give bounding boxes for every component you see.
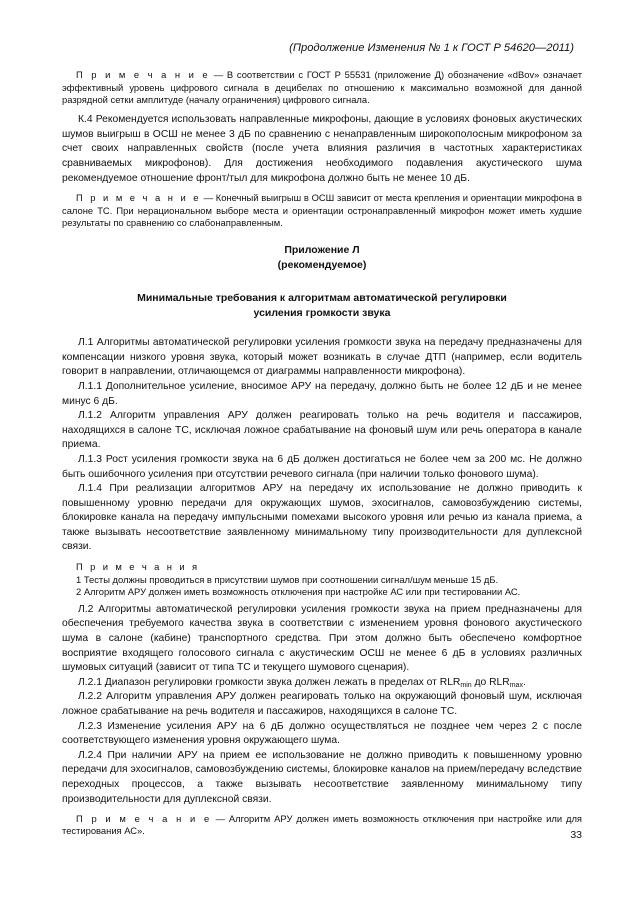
- notes-list: [62, 561, 582, 599]
- note-label: П р и м е ч а н и е: [76, 69, 211, 81]
- paragraph-l2: Л.2 Алгоритмы автоматической регулировки усиления громкости звука на прием предназначены для обеспечения требуемого качества звука в соответствии с изменением уровня фонового акустического шума в салоне (кабине) транспортного средства. При этом должно быть обеспечено комфортное восприятие входящего голосового сигнала с акустическим ОСШ не менее 6 дБ в условиях различных шумовых ситуаций (зависит от типа ТС и текущего шумового сценария).: [62, 603, 582, 674]
- l21-end: .: [522, 676, 526, 688]
- note-agc-disable: [62, 813, 582, 838]
- note-label: П р и м е ч а н и е: [76, 813, 212, 825]
- paragraph-l1-1: Л.1.1 Дополнительное усиление, вносимое АРУ на передачу, должно быть не более 12 дБ и не менее минус 6 дБ.: [62, 380, 582, 407]
- rlr-min-subscript: min: [460, 681, 472, 689]
- section-title-line-2: усиления громкости звука: [253, 307, 391, 320]
- note-text: — В соответствии с ГОСТ Р 55531 (приложение Д) обозначение «dBov» означает эффективный уровень цифрового сигнала в децибелах по отношению к максимально возможной для данной разрядной сетки амплитуде (началу ограничения) цифрового сигнала.: [62, 69, 583, 105]
- paragraph-l2-3: Л.2.3 Изменение усиления АРУ на 6 дБ должно осуществляться не позднее чем через 2 с после соответствующего изменения уровня окружающего шума.: [62, 720, 582, 747]
- section-title-line-1: Минимальные требования к алгоритмам автоматической регулировки: [137, 292, 507, 305]
- note-dbov: [62, 69, 582, 106]
- note-label: П р и м е ч а н и е: [76, 192, 201, 204]
- rlr-max-subscript: max: [509, 681, 523, 689]
- paragraph-l1: Л.1 Алгоритмы автоматической регулировки усиления громкости звука на передачу предназначены для компенсации низкого уровня звука, который может возникать в случае ДТП (например, если водитель говорит в направлении, отличающемся от диаграммы направленности микрофона).: [62, 337, 582, 378]
- appendix-title: Приложение Л: [284, 244, 360, 257]
- note-mic-gain: [62, 192, 582, 229]
- l21-text: Л.2.1 Диапазон регулировки громкости звука должен лежать в пределах от RLR: [78, 676, 461, 688]
- paragraph-l2-4: Л.2.4 При наличии АРУ на прием ее использование не должно приводить к повышенному уровню передачи для эхосигналов, самовозбуждению системы, блокировке каналов на прием/передачу вследствие переходных процессов, а также вызывать несоответствие заявленному минимальному типу производительности для дуплексной связи.: [62, 749, 582, 805]
- appendix-subtitle: (рекомендуемое): [277, 259, 367, 272]
- paragraph-l2-1: [62, 676, 582, 691]
- paragraph-l2-2: Л.2.2 Алгоритм управления АРУ должен реагировать только на окружающий фоновый шум, исключая ложное срабатывание на речь водителя и пассажиров, находящихся в салоне ТС.: [62, 691, 582, 717]
- page-number: 33: [570, 829, 582, 841]
- note-item-2: 2 Алгоритм АРУ должен иметь возможность отключения при настройке АС или при тестировании АС.: [76, 586, 521, 598]
- l21-mid: до RLR: [471, 676, 510, 688]
- running-header: (Продолжение Изменения № 1 к ГОСТ Р 54620—2011): [289, 42, 574, 54]
- note-text: — Конечный выигрыш в ОСШ зависит от места крепления и ориентации микрофона в салоне ТС. При нерациональном выборе места и ориентации остронаправленный микрофон может иметь худшие результаты по сравнению со слабонаправленным.: [62, 192, 582, 228]
- notes-label: П р и м е ч а н и я: [76, 561, 200, 573]
- paragraph-k4: К.4 Рекомендуется использовать направленные микрофоны, дающие в условиях фоновых акустических шумов выигрыш в ОСШ не менее 3 дБ по сравнению с ненаправленным широкополосным микрофоном за счет своих направленных свойств (после учета влияния различия в частотных характеристиках сравниваемых микрофонов). Для достижения необходимого подавления акустического шума рекомендуемое отношение фронт/тыл для микрофона должно быть не менее 10 дБ.: [62, 114, 582, 184]
- paragraph-l1-4: Л.1.4 При реализации алгоритмов АРУ на передачу их использование не должно приводить к повышенному уровню передачи для окружающих шумов, эхосигналов, самовозбуждению системы, блокировке канала на передачу импульсными помехами высокого уровня или речью из канала приема, а также вызывать несоответствие заявленному минимальному типу производительности для дуплексной связи.: [62, 483, 582, 553]
- paragraph-l1-2: Л.1.2 Алгоритм управления АРУ должен реагировать только на речь водителя и пассажиров, находящихся в салоне ТС, исключая ложное срабатывание на фоновый шум или речь оператора в канале приема.: [62, 410, 582, 451]
- note-text: — Алгоритм АРУ должен иметь возможность отключения при настройке или для тестирования АС».: [62, 813, 583, 837]
- note-item-1: 1 Тесты должны проводиться в присутствии шумов при соотношении сигнал/шум меньше 15 дБ.: [76, 573, 499, 585]
- paragraph-l1-3: Л.1.3 Рост усиления громкости звука на 6 дБ должен достигаться не более чем за 200 мс. Не должно быть ошибочного усиления при отсутствии речевого сигнала (при наличии только фонового шума).: [62, 453, 582, 480]
